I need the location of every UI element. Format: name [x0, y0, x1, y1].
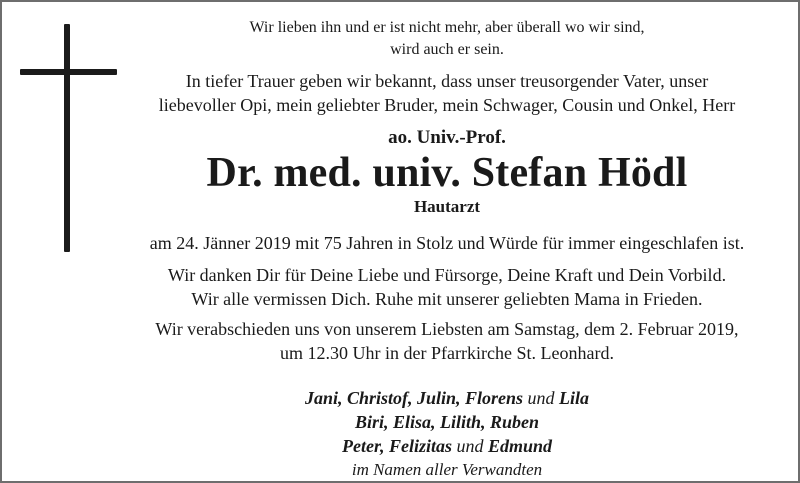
- announcement: [142, 69, 752, 117]
- signature-line: [142, 410, 752, 434]
- signature-line: [142, 434, 752, 458]
- signature-joiner: und: [527, 388, 555, 408]
- profession: Hautarzt: [413, 197, 481, 216]
- notice-text: [142, 17, 752, 482]
- signature-names: Biri, Elisa, Lilith, Ruben: [354, 412, 540, 432]
- cross-vertical-bar: [64, 24, 70, 252]
- passing-line: am 24. Jänner 2019 mit 75 Jahren in Stolz und Würde für immer eingeschlafen ist.: [149, 233, 745, 253]
- signatures: [142, 386, 752, 482]
- motto-line: wird auch er sein.: [390, 41, 504, 58]
- signature-names: Peter, Felizitas: [341, 436, 452, 456]
- motto-line: Wir lieben ihn und er ist nicht mehr, aber überall wo wir sind,: [249, 19, 645, 36]
- signature-names: Jani, Christof, Julin, Florens: [304, 388, 524, 408]
- deceased-name: Dr. med. univ. Stefan Hödl: [206, 150, 688, 196]
- signature-line: [142, 386, 752, 410]
- funeral-line: um 12.30 Uhr in der Pfarrkirche St. Leonhard.: [280, 343, 614, 363]
- thanks-line: Wir alle vermissen Dich. Ruhe mit unserer geliebten Mama in Frieden.: [191, 289, 703, 309]
- announcement-line: liebevoller Opi, mein geliebter Bruder, mein Schwager, Cousin und Onkel, Herr: [158, 95, 736, 115]
- thanks-line: Wir danken Dir für Deine Liebe und Fürsorge, Deine Kraft und Dein Vorbild.: [167, 265, 727, 285]
- signature-names: Edmund: [487, 436, 553, 456]
- signature-names: Lila: [559, 388, 590, 408]
- signature-closing: im Namen aller Verwandten: [351, 460, 543, 479]
- thanks: [142, 263, 752, 311]
- motto: [142, 17, 752, 61]
- cross-horizontal-bar: [20, 69, 117, 75]
- signature-joiner: und: [456, 436, 484, 456]
- announcement-line: In tiefer Trauer geben wir bekannt, dass unser treusorgender Vater, unser: [185, 71, 709, 91]
- funeral-line: Wir verabschieden uns von unserem Liebsten am Samstag, dem 2. Februar 2019,: [155, 319, 739, 339]
- academic-title: ao. Univ.-Prof.: [388, 127, 506, 148]
- funeral-details: [142, 317, 752, 365]
